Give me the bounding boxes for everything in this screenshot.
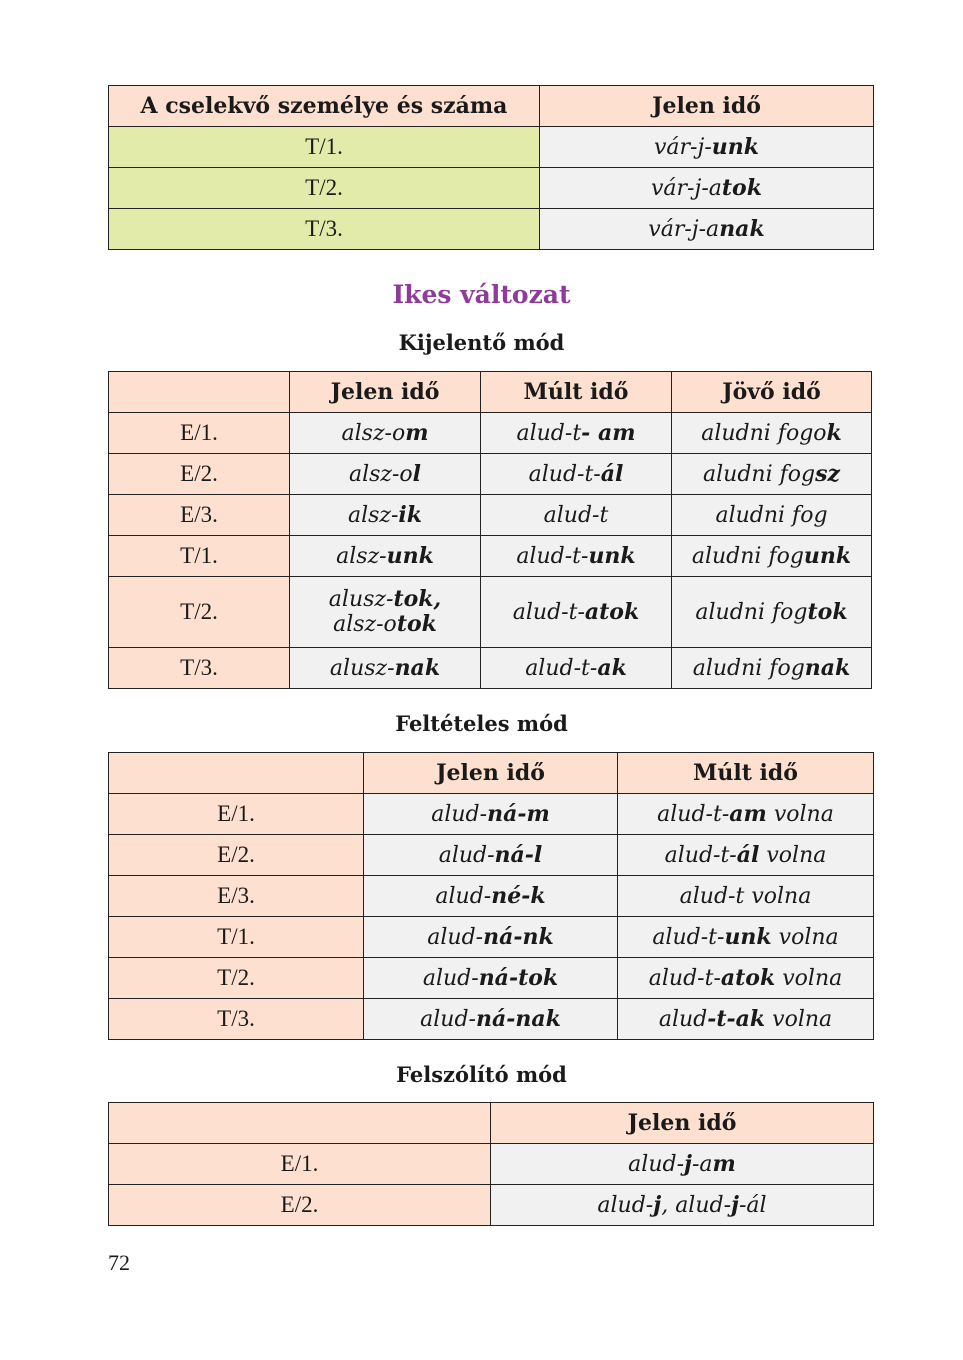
row-label: T/2. [109,168,540,209]
subsection-title-felteteles: Feltételes mód [395,711,568,736]
table-row [109,536,872,577]
present-cell: alsz-ik [290,495,481,536]
present-cell: alud-ná-m [364,794,618,835]
past-cell: alud-t-unk volna [618,917,874,958]
header-present: Jelen idő [491,1103,874,1144]
present-cell: alud-ná-tok [364,958,618,999]
row-label: T/2. [109,958,364,999]
past-cell: alud-t [481,495,672,536]
row-label: E/1. [109,1144,491,1185]
header-blank [109,1103,491,1144]
table-row [109,168,874,209]
table-row [109,876,874,917]
past-cell: alud-t-ál [481,454,672,495]
table-row [109,917,874,958]
conditional-table [108,752,874,1040]
past-cell: alud-t-ak [481,648,672,689]
row-label: E/1. [109,413,290,454]
present-cell: alsz-om [290,413,481,454]
header-past: Múlt idő [481,372,672,413]
past-cell: alud-t- am [481,413,672,454]
future-cell: aludni fogsz [672,454,872,495]
past-cell: alud-t-atok volna [618,958,874,999]
table-row [109,958,874,999]
present-cell: alud-né-k [364,876,618,917]
present-cell: alusz-nak [290,648,481,689]
table-row [109,209,874,250]
table-row [109,835,874,876]
row-label: T/1. [109,536,290,577]
future-cell: aludni fog [672,495,872,536]
present-cell: alud-ná-nk [364,917,618,958]
header-present-tense: Jelen idő [540,86,874,127]
present-cell: alsz-ol [290,454,481,495]
row-label: T/2. [109,577,290,648]
table-row [109,1144,874,1185]
table-row [109,794,874,835]
row-label: E/3. [109,495,290,536]
row-label: T/1. [109,917,364,958]
conjugation-cell: vár-j-unk [540,127,874,168]
page-number: 72 [108,1250,130,1275]
header-past: Múlt idő [618,753,874,794]
past-cell: alud-t-ak volna [618,999,874,1040]
present-cell: alud-ná-nak [364,999,618,1040]
past-cell: alud-t-atok [481,577,672,648]
row-label: E/2. [109,1185,491,1226]
header-person-number: A cselekvő személye és száma [109,86,540,127]
future-cell: aludni fognak [672,648,872,689]
table-row [109,648,872,689]
header-blank [109,372,290,413]
table-row [109,577,872,648]
row-label: E/1. [109,794,364,835]
present-cell: alud-j, alud-j-ál [491,1185,874,1226]
header-blank [109,753,364,794]
future-cell: aludni fogtok [672,577,872,648]
conjugation-cell: vár-j-atok [540,168,874,209]
past-cell: alud-t-unk [481,536,672,577]
future-cell: aludni fogunk [672,536,872,577]
subsection-title-felszolito: Felszólító mód [396,1062,567,1087]
row-label: T/3. [109,209,540,250]
row-label: E/2. [109,454,290,495]
row-label: T/3. [109,999,364,1040]
imperative-table [108,1102,874,1226]
past-cell: alud-t volna [618,876,874,917]
section-title-ikes: Ikes változat [392,280,571,309]
conjugation-cell: vár-j-anak [540,209,874,250]
table-row [109,999,874,1040]
indicative-table [108,371,872,689]
table-row [109,127,874,168]
present-cell: alusz-tok, alsz-otok [290,577,481,648]
table-row [109,454,872,495]
row-label: E/3. [109,876,364,917]
imperative-table-top [108,85,874,250]
row-label: E/2. [109,835,364,876]
header-present: Jelen idő [364,753,618,794]
past-cell: alud-t-am volna [618,794,874,835]
future-cell: aludni fogok [672,413,872,454]
table-row [109,495,872,536]
header-present: Jelen idő [290,372,481,413]
row-label: T/1. [109,127,540,168]
present-cell: alud-ná-l [364,835,618,876]
table-row [109,413,872,454]
table-row [109,1185,874,1226]
subsection-title-kijelento: Kijelentő mód [398,330,565,355]
present-cell: alsz-unk [290,536,481,577]
past-cell: alud-t-ál volna [618,835,874,876]
header-future: Jövő idő [672,372,872,413]
row-label: T/3. [109,648,290,689]
present-cell: alud-j-am [491,1144,874,1185]
